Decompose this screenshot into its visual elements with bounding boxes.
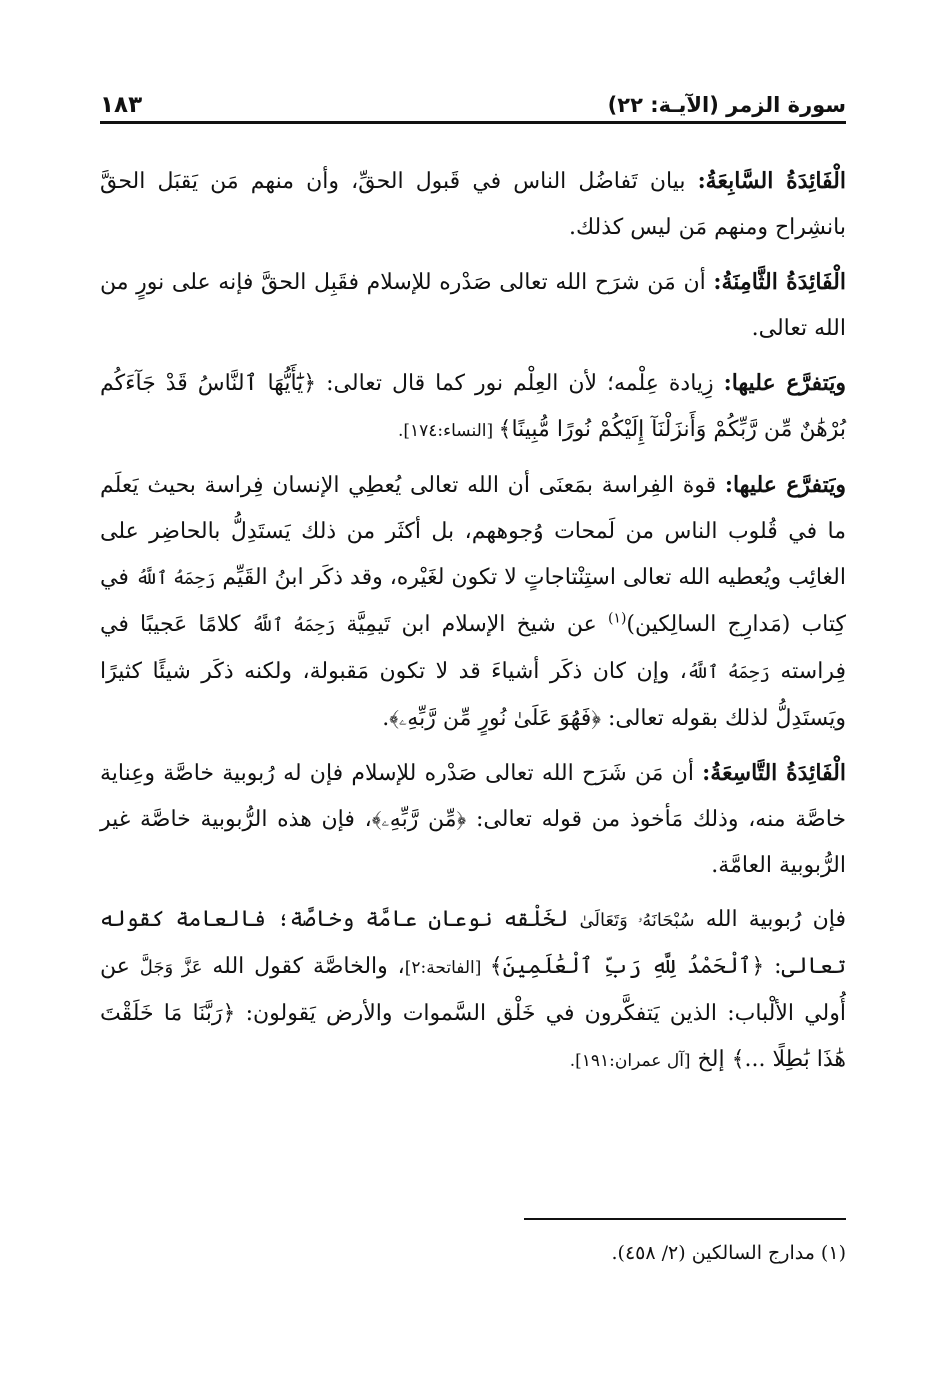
paragraph-text: عن أُولي الألْباب: الذين يَتفكَّرون في خَلْق السَّموات والأرض يَقولون:: [100, 954, 846, 1026]
paragraph-lordship-types: [100, 897, 846, 1084]
paragraph-text: كلامًا عَجيبًا في فِراسته: [100, 612, 846, 684]
footnote-marker: (١): [607, 610, 627, 627]
honorific-phrase: عَزَّ وَجَلَّ: [139, 957, 203, 978]
paragraph-branch-knowledge: [100, 360, 846, 454]
quran-verse: ﴿مِّن رَّبِّهِۦ﴾: [371, 807, 467, 832]
benefit-heading: الْفَائِدَةُ السَّابِعَةُ:: [697, 168, 846, 194]
honorific-phrase: رَحِمَهُ ٱللَّهُ: [135, 568, 216, 589]
paragraph-text: زِيادة عِلْمه؛ لأن العِلْم نور كما قال تعالى:: [316, 371, 724, 396]
branch-heading: ويَتفرَّع عليها:: [723, 370, 847, 396]
paragraph-text: ، والخاصَّة كقول الله: [202, 954, 405, 979]
verse-reference: [النساء:١٧٤].: [397, 421, 499, 441]
paragraph-text: ، فإن هذه الرُّبوبية خاصَّة غير الرُّبوبية العامَّة.: [100, 807, 846, 878]
verse-reference: [آل عمران:١٩١].: [569, 1051, 691, 1071]
verse-reference: [الفاتحة:٢]: [404, 958, 490, 978]
paragraph-text: في كِتاب (مَدارِج السالِكين): [100, 565, 846, 637]
benefit-heading: الْفَائِدَةُ الثَّامِنَةُ:: [713, 269, 846, 295]
quran-verse: ﴿يَٰٓأَيُّهَا ٱلنَّاسُ قَدْ جَآءَكُم بُرْهَٰنٌ مِّن رَّبِّكُمْ وَأَنزَلْنَآ إِلَيْكُمْ نُورًا مُّبِينًا﴾: [100, 371, 846, 442]
paragraph-end: .: [382, 706, 390, 731]
benefit-heading: الْفَائِدَةُ التَّاسِعَةُ:: [702, 760, 846, 786]
paragraph-text: لخَلْقه نوعان عامَّة وخاصَّة؛ فالعامة كقوله تعالى:: [100, 907, 847, 979]
running-title: سورة الزمر (الآيـة: ٢٢): [607, 93, 846, 117]
page-number: ١٨٣: [100, 92, 143, 118]
paragraph-text: ، وإن كان ذكَر أشياءَ قد لا تكون مَقبولة، ولكنه ذكَر شيئًا كثيرًا ويَستَدِلُّ لذلك بقوله تعالى:: [100, 659, 846, 731]
paragraph-text: فإن رُبوبية الله: [694, 907, 847, 932]
header-rule: [100, 121, 846, 124]
quran-verse: ﴿فَهُوَ عَلَىٰ نُورٍ مِّن رَّبِّهِۦ﴾: [389, 706, 601, 731]
paragraph-branch-insight: [100, 462, 846, 742]
quran-verse: ﴿رَبَّنَا مَا خَلَقْتَ هَٰذَا بَٰطِلًا ...﴾: [100, 1001, 846, 1072]
branch-heading: ويَتفرَّع عليها:: [724, 472, 846, 498]
paragraph-eighth-benefit: [100, 259, 846, 352]
honorific-phrase: رَحِمَهُ ٱللَّهُ: [251, 615, 336, 636]
paragraph-text: أن مَن شرَح الله تعالى صَدْره للإسلام فقَبِل الحقَّ فإنه على نورٍ من الله تعالى.: [100, 270, 846, 341]
paragraph-seventh-benefit: [100, 158, 846, 251]
footnote: (١) مدارج السالكين (٢/ ٤٥٨).: [611, 1242, 846, 1264]
honorific-phrase: سُبْحَانَهُۥ وَتَعَالَىٰ: [579, 910, 695, 931]
paragraph-text: إلخ: [690, 1047, 732, 1072]
paragraph-text: قوة الفِراسة بمَعنَى أن الله تعالى يُعطِي الإنسان فِراسة بحيث يَعلَم ما في قُلوب الناس من لَمحات وُجوههم، بل أكثَر من ذلك يَستَدِلُّ بالحاضِر على الغائِب ويُعطيه الله تعالى استِنْتاجاتٍ لا تكون لغَيْره، وقد ذكَر ابنُ القَيِّم: [100, 473, 846, 590]
honorific-phrase: رَحِمَهُ ٱللَّهُ: [686, 662, 770, 683]
paragraph-text: عن شيخ الإسلام ابن تَيمِيَّة: [335, 612, 608, 637]
paragraph-text: بيان تَفاضُل الناس في قَبول الحقِّ، وأن منهم مَن يَقبَل الحقَّ بانشِراح ومنهم مَن ليس كذلك.: [100, 169, 846, 240]
quran-verse: ﴿ٱلْحَمْدُ لِلَّهِ رَبِّ ٱلْعَٰلَمِينَ﴾: [489, 954, 765, 979]
footnote-rule: [524, 1218, 846, 1220]
paragraph-ninth-benefit: [100, 750, 846, 889]
paragraph-text: أن مَن شَرَح الله تعالى صَدْره للإسلام فإن له رُبوبية خاصَّة وعِناية خاصَّة منه، وذلك مَأخوذ من قوله تعالى:: [100, 761, 846, 832]
page-body: [100, 158, 846, 1092]
page-header: [100, 84, 846, 120]
